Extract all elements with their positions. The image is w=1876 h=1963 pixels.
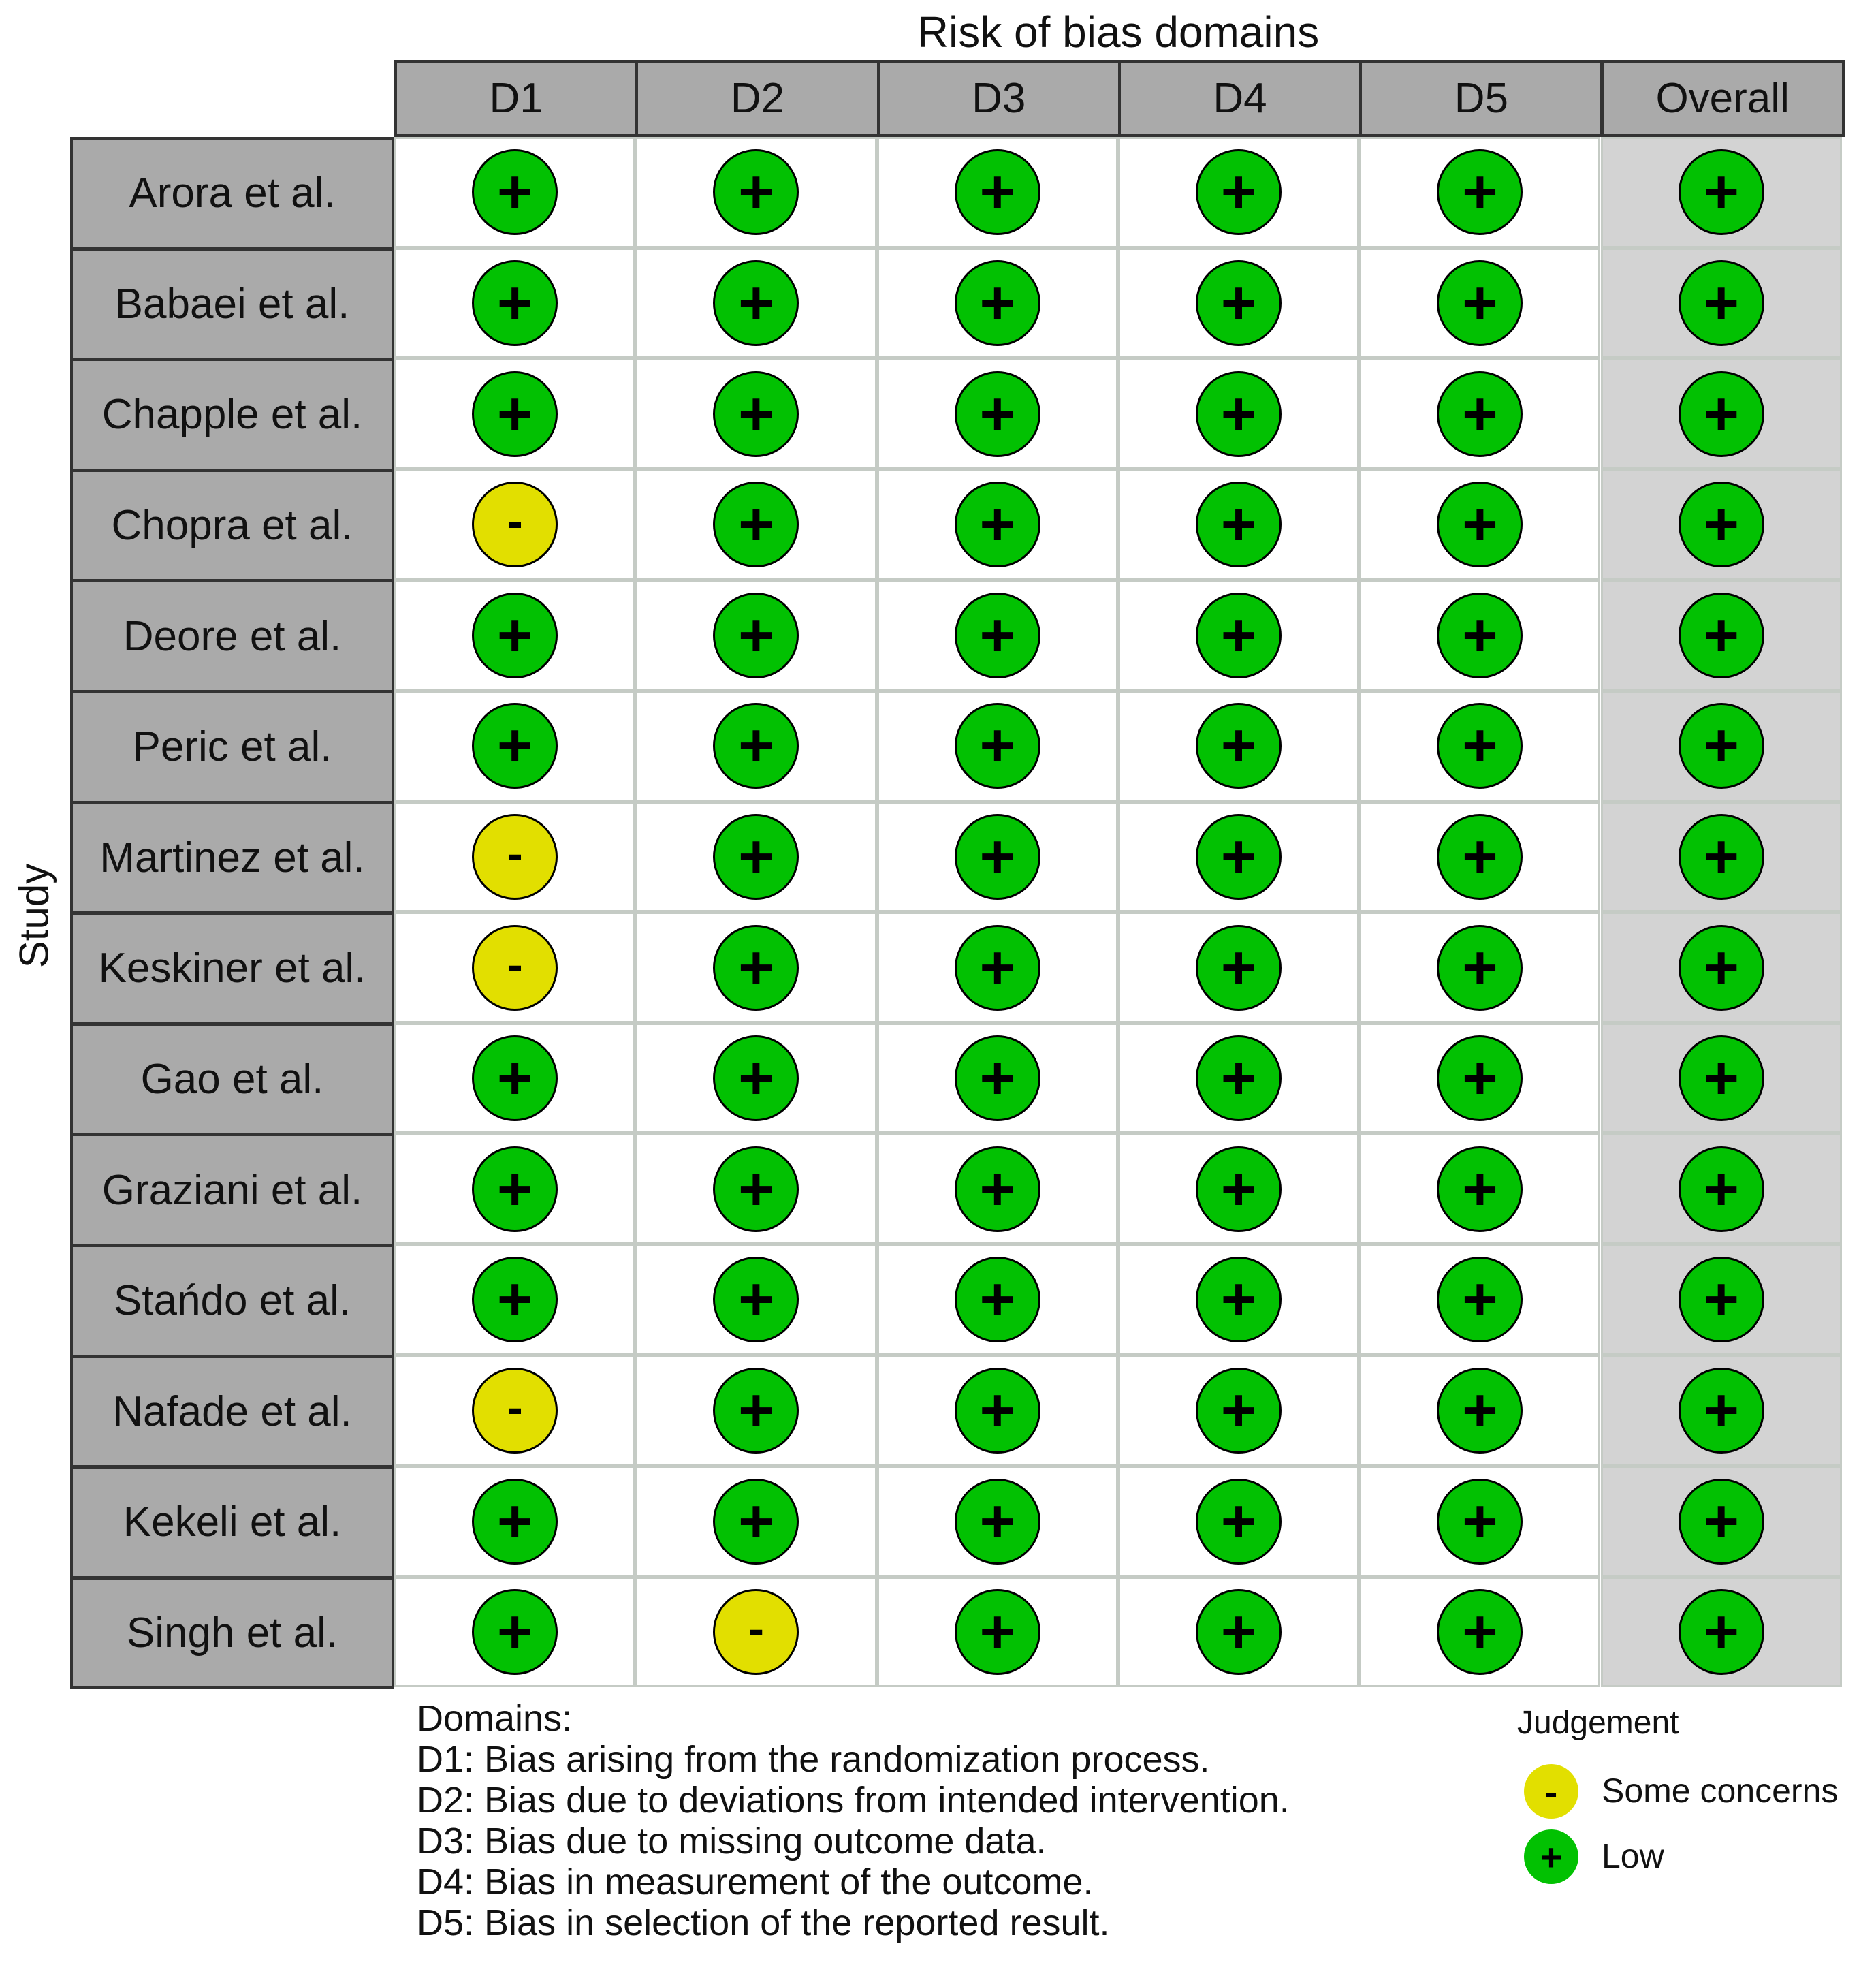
some-concerns-marker: - — [472, 482, 558, 567]
low-risk-marker: + — [713, 260, 799, 346]
low-risk-marker: + — [713, 593, 799, 678]
y-axis-label: Study — [11, 863, 57, 969]
low-risk-marker: + — [472, 149, 558, 235]
low-risk-marker: + — [1196, 593, 1282, 678]
legend-label: Some concerns — [1602, 1772, 1839, 1810]
low-risk-marker: + — [713, 482, 799, 567]
low-risk-marker: + — [955, 1257, 1040, 1342]
low-risk-marker: + — [472, 703, 558, 789]
study-label: Martinez et al. — [70, 802, 394, 915]
low-risk-marker: + — [1437, 1479, 1523, 1565]
low-risk-marker: + — [1679, 1589, 1764, 1675]
low-risk-marker: + — [713, 925, 799, 1011]
low-risk-marker: + — [713, 149, 799, 235]
low-risk-marker: + — [472, 1479, 558, 1565]
low-risk-marker: + — [1437, 1035, 1523, 1121]
low-risk-marker: + — [955, 925, 1040, 1011]
low-risk-marker: + — [1437, 593, 1523, 678]
low-risk-marker: + — [1679, 1035, 1764, 1121]
low-risk-marker: + — [1196, 814, 1282, 900]
study-label: Arora et al. — [70, 137, 394, 250]
low-risk-marker: + — [1196, 260, 1282, 346]
low-risk-marker: + — [713, 1479, 799, 1565]
low-risk-marker: + — [1679, 1368, 1764, 1454]
low-risk-marker: + — [472, 1146, 558, 1232]
study-label: Kekeli et al. — [70, 1466, 394, 1579]
low-risk-marker: + — [955, 1589, 1040, 1675]
study-label: Graziani et al. — [70, 1133, 394, 1246]
low-risk-marker: + — [713, 371, 799, 457]
low-risk-marker: + — [1437, 371, 1523, 457]
low-risk-marker: + — [1437, 482, 1523, 567]
low-risk-marker: + — [1437, 1589, 1523, 1675]
study-label: Chopra et al. — [70, 469, 394, 582]
column-header-d2: D2 — [635, 60, 879, 137]
low-risk-marker: + — [1679, 703, 1764, 789]
low-risk-marker: + — [955, 814, 1040, 900]
study-label: Keskiner et al. — [70, 912, 394, 1025]
low-risk-marker: + — [713, 1368, 799, 1454]
low-risk-marker: + — [1679, 1479, 1764, 1565]
legend-some-concerns-marker: - — [1524, 1764, 1578, 1819]
low-risk-marker: + — [1679, 371, 1764, 457]
domain-description-d3: D3: Bias due to missing outcome data. — [417, 1821, 1047, 1862]
low-risk-marker: + — [1196, 149, 1282, 235]
low-risk-marker: + — [472, 371, 558, 457]
low-risk-marker: + — [1437, 925, 1523, 1011]
low-risk-marker: + — [1196, 1146, 1282, 1232]
low-risk-marker: + — [472, 1035, 558, 1121]
legend-label: Low — [1602, 1837, 1664, 1875]
low-risk-marker: + — [955, 593, 1040, 678]
low-risk-marker: + — [1437, 1257, 1523, 1342]
study-label: Peric et al. — [70, 691, 394, 804]
low-risk-marker: + — [1196, 925, 1282, 1011]
column-header-d3: D3 — [877, 60, 1121, 137]
low-risk-marker: + — [1196, 703, 1282, 789]
low-risk-marker: + — [1196, 482, 1282, 567]
study-label: Singh et al. — [70, 1577, 394, 1690]
low-risk-marker: + — [955, 1146, 1040, 1232]
low-risk-marker: + — [1679, 593, 1764, 678]
low-risk-marker: + — [1679, 482, 1764, 567]
low-risk-marker: + — [1679, 260, 1764, 346]
low-risk-marker: + — [1437, 1146, 1523, 1232]
low-risk-marker: + — [1196, 1368, 1282, 1454]
study-label: Stańdo et al. — [70, 1244, 394, 1357]
legend-title: Judgement — [1517, 1705, 1679, 1741]
low-risk-marker: + — [955, 482, 1040, 567]
low-risk-marker: + — [1679, 925, 1764, 1011]
low-risk-marker: + — [1196, 371, 1282, 457]
low-risk-marker: + — [1437, 703, 1523, 789]
low-risk-marker: + — [472, 593, 558, 678]
column-header-d5: D5 — [1359, 60, 1603, 137]
low-risk-marker: + — [1679, 814, 1764, 900]
study-label: Deore et al. — [70, 580, 394, 693]
low-risk-marker: + — [713, 1257, 799, 1342]
domains-heading: Domains: — [417, 1698, 573, 1739]
study-label: Gao et al. — [70, 1023, 394, 1136]
low-risk-marker: + — [955, 1479, 1040, 1565]
some-concerns-marker: - — [472, 925, 558, 1011]
domain-description-d2: D2: Bias due to deviations from intended intervention. — [417, 1780, 1290, 1821]
column-header-d4: D4 — [1118, 60, 1362, 137]
low-risk-marker: + — [1679, 149, 1764, 235]
low-risk-marker: + — [1196, 1035, 1282, 1121]
column-header-overall: Overall — [1601, 60, 1845, 137]
low-risk-marker: + — [1437, 814, 1523, 900]
low-risk-marker: + — [1196, 1479, 1282, 1565]
some-concerns-marker: - — [472, 814, 558, 900]
column-header-d1: D1 — [394, 60, 638, 137]
domain-description-d5: D5: Bias in selection of the reported result. — [417, 1902, 1110, 1943]
domain-description-d4: D4: Bias in measurement of the outcome. — [417, 1862, 1094, 1902]
low-risk-marker: + — [955, 260, 1040, 346]
low-risk-marker: + — [472, 260, 558, 346]
low-risk-marker: + — [955, 1035, 1040, 1121]
low-risk-marker: + — [472, 1257, 558, 1342]
study-label: Chapple et al. — [70, 358, 394, 471]
low-risk-marker: + — [472, 1589, 558, 1675]
chart-title: Risk of bias domains — [917, 7, 1320, 57]
low-risk-marker: + — [1196, 1257, 1282, 1342]
low-risk-marker: + — [1437, 260, 1523, 346]
low-risk-marker: + — [1196, 1589, 1282, 1675]
low-risk-marker: + — [1437, 149, 1523, 235]
low-risk-marker: + — [1679, 1257, 1764, 1342]
study-label: Nafade et al. — [70, 1355, 394, 1469]
low-risk-marker: + — [1679, 1146, 1764, 1232]
low-risk-marker: + — [713, 1146, 799, 1232]
some-concerns-marker: - — [713, 1589, 799, 1675]
legend-low-marker: + — [1524, 1829, 1578, 1884]
domain-description-d1: D1: Bias arising from the randomization process. — [417, 1739, 1210, 1780]
low-risk-marker: + — [713, 703, 799, 789]
study-label: Babaei et al. — [70, 248, 394, 361]
some-concerns-marker: - — [472, 1368, 558, 1454]
low-risk-marker: + — [713, 1035, 799, 1121]
low-risk-marker: + — [1437, 1368, 1523, 1454]
low-risk-marker: + — [955, 1368, 1040, 1454]
low-risk-marker: + — [955, 371, 1040, 457]
low-risk-marker: + — [955, 149, 1040, 235]
low-risk-marker: + — [713, 814, 799, 900]
low-risk-marker: + — [955, 703, 1040, 789]
